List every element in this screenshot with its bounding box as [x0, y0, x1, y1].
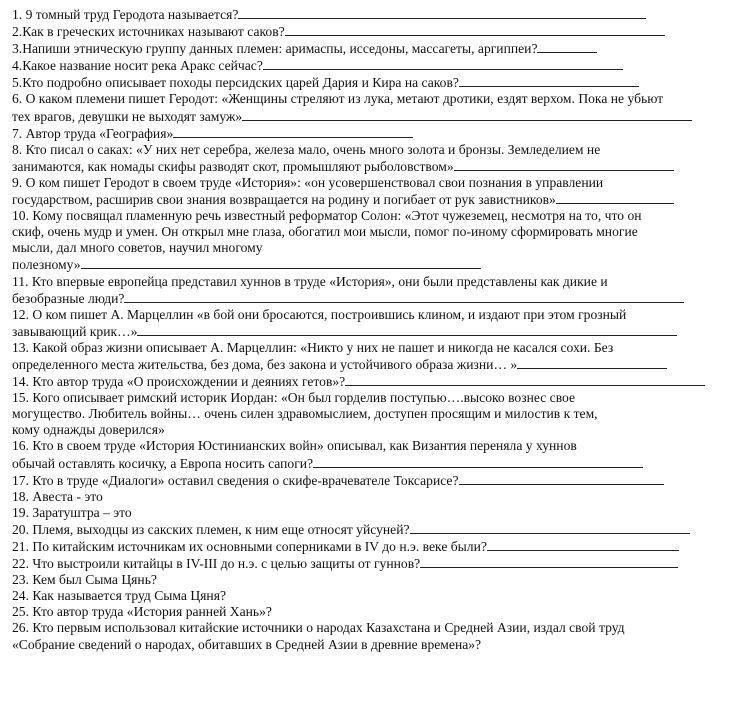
question-2-text: 2.Как в греческих источниках называют саков? — [12, 24, 285, 40]
question-23 — [12, 572, 724, 588]
answer-blank-17[interactable] — [459, 472, 664, 485]
question-12 — [12, 307, 724, 340]
question-6-text-1: 6. О каком племени пишет Геродот: «Женщины стреляют из лука, метают дротики, ездят верхом. Пока не убьют — [12, 91, 664, 107]
question-20 — [12, 521, 724, 538]
question-18-text: 18. Авеста - это — [12, 488, 103, 504]
question-9 — [12, 175, 724, 208]
question-13-text-2: определенного места жительства, без дома, без закона и устойчивого образа жизни… » — [12, 356, 518, 372]
answer-blank-13[interactable] — [517, 356, 667, 369]
question-15-text-3: кому однажды доверился» — [12, 422, 165, 438]
question-11-text-1: 11. Кто впервые европейца представил хуннов в труде «История», они были представлены как дикие и — [12, 273, 608, 289]
answer-blank-9[interactable] — [556, 191, 674, 204]
question-18 — [12, 489, 724, 505]
answer-blank-14[interactable] — [345, 373, 705, 386]
question-21 — [12, 538, 724, 555]
question-1-text: 1. 9 томный труд Геродота называется? — [12, 7, 239, 22]
question-20-text: 20. Племя, выходцы из сакских племен, к ним еще относят уйсуней? — [12, 521, 410, 537]
question-24-text: 24. Как называется труд Сыма Цяня? — [12, 588, 226, 604]
question-17 — [12, 472, 724, 489]
question-26-text-2: «Собрание сведений о народах, обитавших в Средней Азии в древние времена»? — [12, 636, 482, 652]
answer-blank-7[interactable] — [173, 125, 413, 138]
answer-blank-11[interactable] — [124, 290, 684, 303]
question-23-text: 23. Кем был Сыма Цянь? — [12, 572, 157, 588]
question-26 — [12, 620, 724, 652]
question-1 — [12, 6, 724, 23]
question-5-text: 5.Кто подробно описывает походы персидских царей Дария и Кира на саков? — [12, 75, 459, 91]
question-9-text-1: 9. О ком пишет Геродот в своем труде «История»: «он усовершенствовал свои познания в управлении — [12, 174, 604, 190]
question-10-text-3: мысли, дал много советов, научил многому — [12, 240, 263, 256]
question-4-text: 4.Какое название носит река Аракс сейчас? — [12, 58, 263, 74]
question-12-text-2: завывающий крик…» — [12, 323, 138, 339]
question-25-text: 25. Кто автор труда «История ранней Хань»? — [12, 604, 272, 620]
answer-blank-12[interactable] — [137, 323, 677, 336]
question-10 — [12, 208, 724, 273]
answer-blank-22[interactable] — [420, 555, 678, 568]
question-5 — [12, 74, 724, 91]
answer-blank-21[interactable] — [487, 538, 679, 551]
question-10-text-2: скиф, очень мудр и умен. Он открыл мне глаза, обогатил мои мысли, помог по-иному сформировать многие — [12, 224, 638, 240]
question-10-text-1: 10. Кому посвящал пламенную речь известный реформатор Солон: «Этот чужеземец, несмотря на то, что он — [12, 208, 642, 224]
question-22-text: 22. Что выстроили китайцы в IV-III до н.э. с целью защиты от гуннов? — [12, 556, 421, 572]
question-9-text-2: государством, расширив свои знания возвращается на родину и погибает от рук завистников» — [12, 192, 556, 208]
question-8-text-2: занимаются, как номады скифы разводят скот, промышляют рыболовством» — [12, 158, 454, 174]
answer-blank-4[interactable] — [263, 57, 623, 70]
question-8-text-1: 8. Кто писал о саках: «У них нет серебра, железа мало, очень много золота и бронзы. Земледелием не — [12, 141, 601, 157]
question-24 — [12, 588, 724, 604]
question-3 — [12, 40, 724, 57]
question-26-text-1: 26. Кто первым использовал китайские источники о народах Казахстана и Средней Азии, издал свой труд — [12, 620, 625, 636]
question-11 — [12, 274, 724, 307]
question-16-text-1: 16. Кто в своем труде «История Юстинианских войн» описывал, как Византия переняла у хуннов — [12, 438, 577, 454]
question-15 — [12, 390, 724, 438]
question-10-text-4: полезному» — [12, 257, 81, 273]
question-16-text-2: обычай оставлять косичку, а Европа носить сапоги? — [12, 455, 314, 471]
answer-blank-2[interactable] — [285, 23, 665, 36]
question-7-text: 7. Автор труда «География» — [12, 125, 174, 141]
question-21-text: 21. По китайским источникам их основными соперниками в IV до н.э. веке были? — [12, 539, 487, 554]
answer-blank-20[interactable] — [410, 521, 690, 534]
question-2 — [12, 23, 724, 40]
answer-blank-8[interactable] — [454, 158, 674, 171]
question-22 — [12, 555, 724, 572]
question-13-text-1: 13. Какой образ жизни описывает А. Марцеллин: «Никто у них не пашет и никогда не касался сохи. Без — [12, 339, 614, 355]
question-19 — [12, 505, 724, 521]
question-16 — [12, 438, 724, 471]
question-25 — [12, 604, 724, 620]
answer-blank-3[interactable] — [537, 40, 597, 53]
answer-blank-1[interactable] — [238, 6, 646, 19]
question-6 — [12, 91, 724, 124]
question-15-text-2: могущество. Любитель войны… очень силен здравомыслием, доступен просящим и милостив к тем, — [12, 406, 598, 422]
question-11-text-2: безобразные люди? — [12, 290, 125, 306]
question-15-text-1: 15. Кого описывает римский историк Иордан: «Он был горделив поступью….высоко вознес свое — [12, 390, 576, 406]
question-13 — [12, 340, 724, 373]
answer-blank-6[interactable] — [242, 108, 692, 121]
questionnaire — [12, 6, 724, 653]
question-6-text-2: тех врагов, девушки не выходят замуж» — [12, 108, 243, 124]
answer-blank-16[interactable] — [313, 455, 643, 468]
question-17-text: 17. Кто в труде «Диалоги» оставил сведения о скифе-врачевателе Токсарисе? — [12, 472, 459, 488]
question-14 — [12, 373, 724, 390]
question-3-text: 3.Напиши этническую группу данных племен: аримаспы, исседоны, массагеты, аргиппеи? — [12, 41, 538, 57]
answer-blank-10[interactable] — [81, 256, 481, 269]
question-7 — [12, 125, 724, 142]
question-8 — [12, 142, 724, 175]
question-4 — [12, 57, 724, 74]
answer-blank-5[interactable] — [459, 74, 639, 87]
question-12-text-1: 12. О ком пишет А. Марцеллин «в бой они бросаются, построившись клином, и издают при этом грозный — [12, 306, 627, 322]
question-14-text: 14. Кто автор труда «О происхождении и деяниях гетов»? — [12, 374, 346, 390]
question-19-text: 19. Заратуштра – это — [12, 504, 132, 520]
